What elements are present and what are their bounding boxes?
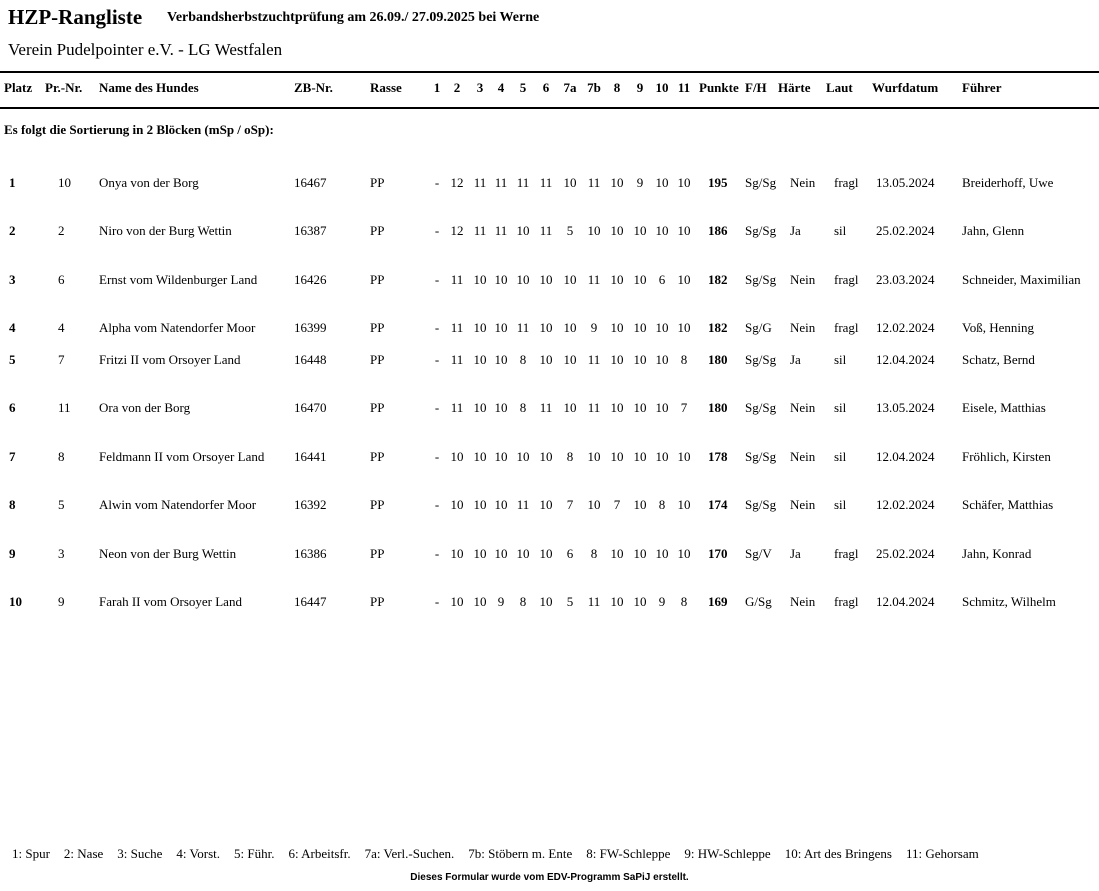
cell-fh: G/Sg — [745, 594, 772, 609]
cell-score: 10 — [610, 320, 624, 335]
col-name: Name des Hundes — [99, 80, 199, 95]
table-row — [0, 400, 1099, 444]
cell-zb: 16470 — [294, 400, 327, 415]
cell-score: 10 — [610, 272, 624, 287]
cell-score: 9 — [590, 320, 598, 335]
col-score-4: 4 — [497, 80, 505, 95]
table-row — [0, 272, 1099, 316]
cell-wurfdatum: 12.04.2024 — [876, 449, 935, 464]
cell-score: 12 — [450, 175, 464, 190]
event-subtitle: Verbandsherbstzuchtprüfung am 26.09./ 27.09.2025 bei Werne — [167, 10, 540, 25]
legend-item: 6: Arbeitsfr. — [288, 846, 351, 861]
cell-rasse: PP — [370, 223, 385, 238]
cell-wurfdatum: 12.04.2024 — [876, 594, 935, 609]
cell-platz: 7 — [9, 449, 16, 464]
cell-score: 10 — [587, 497, 601, 512]
cell-score: 10 — [473, 400, 487, 415]
cell-fh: Sg/Sg — [745, 449, 777, 464]
cell-prnr: 10 — [58, 175, 71, 190]
col-score-9: 9 — [636, 80, 644, 95]
cell-score: 10 — [516, 449, 530, 464]
cell-prnr: 8 — [58, 449, 65, 464]
cell-score: 10 — [677, 449, 691, 464]
cell-score: 10 — [494, 320, 508, 335]
cell-rasse: PP — [370, 449, 385, 464]
legend-item: 7b: Stöbern m. Ente — [468, 846, 573, 861]
cell-rasse: PP — [370, 594, 385, 609]
cell-score: - — [434, 449, 440, 464]
cell-laut: sil — [834, 352, 847, 367]
legend-item: 9: HW-Schleppe — [684, 846, 771, 861]
cell-name: Farah II vom Orsoyer Land — [99, 594, 242, 609]
cell-score: 10 — [516, 546, 530, 561]
cell-laut: fragl — [834, 594, 859, 609]
cell-platz: 4 — [9, 320, 16, 335]
cell-laut: sil — [834, 497, 847, 512]
cell-score: 10 — [677, 175, 691, 190]
header-rule-top — [0, 71, 1099, 73]
cell-score: - — [434, 352, 440, 367]
legend-item: 1: Spur — [12, 846, 50, 861]
cell-score: 10 — [539, 594, 553, 609]
cell-score: 12 — [450, 223, 464, 238]
cell-punkte: 174 — [708, 497, 728, 512]
cell-platz: 10 — [9, 594, 22, 609]
cell-score: 9 — [497, 594, 505, 609]
cell-score: 6 — [658, 272, 666, 287]
cell-score: 11 — [539, 400, 553, 415]
cell-zb: 16387 — [294, 223, 327, 238]
cell-score: 10 — [539, 352, 553, 367]
cell-score: 11 — [587, 400, 601, 415]
cell-haerte: Nein — [790, 272, 816, 287]
cell-name: Neon von der Burg Wettin — [99, 546, 237, 561]
cell-score: 10 — [610, 449, 624, 464]
cell-rasse: PP — [370, 320, 385, 335]
cell-score: 8 — [566, 449, 574, 464]
cell-name: Onya von der Borg — [99, 175, 199, 190]
cell-score: - — [434, 223, 440, 238]
cell-score: 10 — [563, 352, 577, 367]
cell-laut: fragl — [834, 175, 859, 190]
cell-haerte: Nein — [790, 594, 816, 609]
cell-score: 10 — [677, 320, 691, 335]
cell-score: 7 — [566, 497, 574, 512]
cell-score: 11 — [450, 272, 464, 287]
cell-score: 10 — [516, 272, 530, 287]
cell-score: 11 — [450, 400, 464, 415]
cell-score: 11 — [494, 223, 508, 238]
cell-score: 11 — [473, 175, 487, 190]
cell-platz: 5 — [9, 352, 16, 367]
cell-fuehrer: Schatz, Bernd — [962, 352, 1035, 367]
cell-haerte: Ja — [790, 223, 801, 238]
cell-score: 10 — [655, 449, 669, 464]
col-score-7a: 7a — [563, 80, 577, 95]
cell-score: 10 — [677, 223, 691, 238]
cell-rasse: PP — [370, 272, 385, 287]
table-row — [0, 546, 1099, 590]
cell-score: 10 — [655, 352, 669, 367]
col-score-5: 5 — [519, 80, 527, 95]
col-score-6: 6 — [542, 80, 550, 95]
cell-score: 8 — [519, 400, 527, 415]
cell-name: Ora von der Borg — [99, 400, 191, 415]
cell-score: 10 — [473, 497, 487, 512]
cell-score: 10 — [494, 546, 508, 561]
cell-fuehrer: Schäfer, Matthias — [962, 497, 1054, 512]
cell-platz: 1 — [9, 175, 16, 190]
col-score-1: 1 — [433, 80, 441, 95]
cell-score: 11 — [450, 320, 464, 335]
cell-score: 10 — [633, 352, 647, 367]
cell-zb: 16447 — [294, 594, 327, 609]
col-prnr: Pr.-Nr. — [45, 80, 83, 95]
footer-note: Dieses Formular wurde vom EDV-Programm SaPiJ erstellt. — [410, 872, 689, 883]
cell-name: Alwin vom Natendorfer Moor — [99, 497, 257, 512]
cell-fh: Sg/G — [745, 320, 772, 335]
cell-score: 10 — [473, 272, 487, 287]
cell-score: 10 — [473, 546, 487, 561]
table-row — [0, 352, 1099, 396]
cell-score: 10 — [633, 497, 647, 512]
col-rasse: Rasse — [370, 80, 402, 95]
cell-score: 9 — [658, 594, 666, 609]
cell-score: 10 — [677, 546, 691, 561]
cell-score: 11 — [516, 320, 530, 335]
cell-score: 10 — [610, 594, 624, 609]
cell-score: 10 — [450, 449, 464, 464]
cell-rasse: PP — [370, 497, 385, 512]
cell-score: 5 — [566, 223, 574, 238]
legend-item: 7a: Verl.-Suchen. — [364, 846, 455, 861]
table-row — [0, 449, 1099, 493]
cell-wurfdatum: 25.02.2024 — [876, 546, 935, 561]
cell-punkte: 170 — [708, 546, 728, 561]
cell-prnr: 7 — [58, 352, 65, 367]
cell-score: 10 — [610, 223, 624, 238]
cell-fuehrer: Fröhlich, Kirsten — [962, 449, 1051, 464]
cell-fh: Sg/Sg — [745, 352, 777, 367]
cell-prnr: 5 — [58, 497, 65, 512]
cell-wurfdatum: 12.02.2024 — [876, 320, 935, 335]
cell-score: 8 — [658, 497, 666, 512]
cell-score: 11 — [516, 175, 530, 190]
cell-zb: 16386 — [294, 546, 327, 561]
cell-rasse: PP — [370, 400, 385, 415]
cell-punkte: 186 — [708, 223, 728, 238]
cell-fuehrer: Voß, Henning — [962, 320, 1034, 335]
cell-name: Fritzi II vom Orsoyer Land — [99, 352, 241, 367]
cell-score: - — [434, 175, 440, 190]
cell-score: - — [434, 497, 440, 512]
legend-item: 4: Vorst. — [176, 846, 221, 861]
cell-prnr: 2 — [58, 223, 65, 238]
cell-laut: sil — [834, 400, 847, 415]
cell-score: 10 — [610, 352, 624, 367]
legend-item: 2: Nase — [63, 846, 104, 861]
cell-score: 5 — [566, 594, 574, 609]
cell-score: 10 — [610, 546, 624, 561]
cell-score: 10 — [633, 400, 647, 415]
cell-score: 10 — [473, 594, 487, 609]
cell-score: 10 — [633, 320, 647, 335]
cell-score: 11 — [473, 223, 487, 238]
cell-fh: Sg/Sg — [745, 223, 777, 238]
legend-item: 10: Art des Bringens — [784, 846, 892, 861]
cell-score: 7 — [613, 497, 621, 512]
cell-score: 9 — [636, 175, 644, 190]
cell-prnr: 11 — [58, 400, 71, 415]
cell-score: 10 — [450, 594, 464, 609]
cell-score: 10 — [539, 449, 553, 464]
cell-score: 10 — [473, 352, 487, 367]
cell-score: 10 — [633, 223, 647, 238]
sort-note: Es folgt die Sortierung in 2 Blöcken (mSp / oSp): — [4, 122, 274, 137]
cell-punkte: 180 — [708, 352, 728, 367]
cell-score: 8 — [590, 546, 598, 561]
cell-haerte: Nein — [790, 449, 816, 464]
col-punkte: Punkte — [699, 80, 739, 95]
cell-fuehrer: Schmitz, Wilhelm — [962, 594, 1056, 609]
cell-score: 11 — [587, 594, 601, 609]
cell-score: 8 — [680, 594, 688, 609]
col-score-2: 2 — [453, 80, 461, 95]
cell-platz: 9 — [9, 546, 16, 561]
header-rule-bottom — [0, 107, 1099, 109]
cell-punkte: 178 — [708, 449, 728, 464]
cell-score: 11 — [587, 272, 601, 287]
cell-score: 10 — [587, 223, 601, 238]
col-platz: Platz — [4, 80, 33, 95]
col-wurfdatum: Wurfdatum — [872, 80, 939, 95]
cell-score: 11 — [494, 175, 508, 190]
cell-laut: sil — [834, 449, 847, 464]
cell-score: 11 — [516, 497, 530, 512]
cell-laut: fragl — [834, 320, 859, 335]
cell-haerte: Nein — [790, 497, 816, 512]
cell-score: 10 — [494, 272, 508, 287]
cell-score: 10 — [563, 272, 577, 287]
cell-punkte: 169 — [708, 594, 728, 609]
cell-zb: 16467 — [294, 175, 327, 190]
cell-score: - — [434, 546, 440, 561]
cell-score: 10 — [610, 175, 624, 190]
cell-prnr: 9 — [58, 594, 65, 609]
cell-platz: 3 — [9, 272, 16, 287]
cell-wurfdatum: 13.05.2024 — [876, 175, 935, 190]
cell-fuehrer: Jahn, Konrad — [962, 546, 1032, 561]
cell-score: 10 — [587, 449, 601, 464]
cell-fuehrer: Breiderhoff, Uwe — [962, 175, 1054, 190]
cell-fh: Sg/Sg — [745, 272, 777, 287]
cell-score: 11 — [450, 352, 464, 367]
cell-score: 10 — [494, 497, 508, 512]
cell-zb: 16426 — [294, 272, 327, 287]
cell-score: - — [434, 272, 440, 287]
cell-zb: 16392 — [294, 497, 327, 512]
cell-name: Niro von der Burg Wettin — [99, 223, 232, 238]
cell-fuehrer: Jahn, Glenn — [962, 223, 1025, 238]
cell-score: 10 — [450, 546, 464, 561]
cell-score: 10 — [494, 449, 508, 464]
col-fuehrer: Führer — [962, 80, 1002, 95]
cell-score: 11 — [587, 175, 601, 190]
cell-platz: 6 — [9, 400, 16, 415]
cell-score: 10 — [450, 497, 464, 512]
cell-score: 10 — [539, 320, 553, 335]
cell-wurfdatum: 25.02.2024 — [876, 223, 935, 238]
cell-platz: 2 — [9, 223, 16, 238]
col-score-3: 3 — [476, 80, 484, 95]
cell-score: 8 — [519, 594, 527, 609]
cell-zb: 16441 — [294, 449, 327, 464]
cell-fuehrer: Eisele, Matthias — [962, 400, 1046, 415]
cell-haerte: Nein — [790, 400, 816, 415]
cell-punkte: 182 — [708, 272, 728, 287]
cell-punkte: 182 — [708, 320, 728, 335]
cell-score: - — [434, 320, 440, 335]
cell-prnr: 4 — [58, 320, 65, 335]
cell-fh: Sg/V — [745, 546, 772, 561]
cell-score: 10 — [633, 272, 647, 287]
legend-item: 11: Gehorsam — [905, 846, 979, 861]
col-zb: ZB-Nr. — [294, 80, 333, 95]
cell-laut: fragl — [834, 272, 859, 287]
col-score-11: 11 — [677, 80, 691, 95]
cell-score: 10 — [539, 272, 553, 287]
cell-score: 10 — [539, 546, 553, 561]
cell-laut: sil — [834, 223, 847, 238]
cell-name: Feldmann II vom Orsoyer Land — [99, 449, 265, 464]
cell-score: 10 — [633, 594, 647, 609]
cell-score: 10 — [539, 497, 553, 512]
cell-fuehrer: Schneider, Maximilian — [962, 272, 1081, 287]
col-laut: Laut — [826, 80, 853, 95]
cell-score: 10 — [655, 400, 669, 415]
cell-score: 6 — [566, 546, 574, 561]
cell-zb: 16399 — [294, 320, 327, 335]
cell-score: 10 — [655, 546, 669, 561]
cell-prnr: 3 — [58, 546, 65, 561]
cell-fh: Sg/Sg — [745, 497, 777, 512]
table-row — [0, 594, 1099, 638]
cell-punkte: 180 — [708, 400, 728, 415]
col-score-7b: 7b — [587, 80, 601, 95]
cell-score: - — [434, 400, 440, 415]
cell-wurfdatum: 12.02.2024 — [876, 497, 935, 512]
legend-item: 8: FW-Schleppe — [586, 846, 671, 861]
cell-haerte: Ja — [790, 546, 801, 561]
score-legend — [12, 846, 993, 862]
cell-score: 11 — [539, 175, 553, 190]
col-score-8: 8 — [613, 80, 621, 95]
cell-score: 7 — [680, 400, 688, 415]
cell-score: 10 — [633, 546, 647, 561]
cell-score: 10 — [677, 272, 691, 287]
col-fh: F/H — [745, 80, 767, 95]
cell-name: Ernst vom Wildenburger Land — [99, 272, 258, 287]
cell-score: 10 — [516, 223, 530, 238]
table-row — [0, 497, 1099, 541]
cell-wurfdatum: 12.04.2024 — [876, 352, 935, 367]
cell-score: 10 — [473, 320, 487, 335]
cell-rasse: PP — [370, 546, 385, 561]
cell-score: - — [434, 594, 440, 609]
cell-haerte: Ja — [790, 352, 801, 367]
cell-score: 10 — [633, 449, 647, 464]
cell-score: 10 — [563, 400, 577, 415]
cell-wurfdatum: 13.05.2024 — [876, 400, 935, 415]
cell-score: 10 — [563, 320, 577, 335]
cell-score: 10 — [655, 223, 669, 238]
page-title: HZP-Rangliste — [8, 5, 143, 29]
cell-platz: 8 — [9, 497, 16, 512]
cell-rasse: PP — [370, 352, 385, 367]
cell-fh: Sg/Sg — [745, 400, 777, 415]
cell-zb: 16448 — [294, 352, 327, 367]
cell-score: 11 — [539, 223, 553, 238]
legend-item: 3: Suche — [117, 846, 163, 861]
col-haerte: Härte — [778, 80, 811, 95]
table-row — [0, 175, 1099, 219]
cell-score: 10 — [494, 352, 508, 367]
cell-score: 11 — [587, 352, 601, 367]
cell-score: 10 — [655, 175, 669, 190]
cell-name: Alpha vom Natendorfer Moor — [99, 320, 256, 335]
cell-score: 10 — [655, 320, 669, 335]
cell-score: 8 — [680, 352, 688, 367]
cell-haerte: Nein — [790, 175, 816, 190]
club-name: Verein Pudelpointer e.V. - LG Westfalen — [8, 40, 283, 59]
cell-score: 10 — [563, 175, 577, 190]
legend-item: 5: Führ. — [234, 846, 275, 861]
cell-punkte: 195 — [708, 175, 728, 190]
cell-score: 10 — [494, 400, 508, 415]
cell-score: 10 — [677, 497, 691, 512]
table-row — [0, 223, 1099, 267]
cell-score: 10 — [610, 400, 624, 415]
cell-fh: Sg/Sg — [745, 175, 777, 190]
cell-score: 8 — [519, 352, 527, 367]
cell-wurfdatum: 23.03.2024 — [876, 272, 935, 287]
cell-score: 10 — [473, 449, 487, 464]
col-score-10: 10 — [655, 80, 669, 95]
cell-rasse: PP — [370, 175, 385, 190]
cell-haerte: Nein — [790, 320, 816, 335]
cell-prnr: 6 — [58, 272, 65, 287]
cell-laut: fragl — [834, 546, 859, 561]
